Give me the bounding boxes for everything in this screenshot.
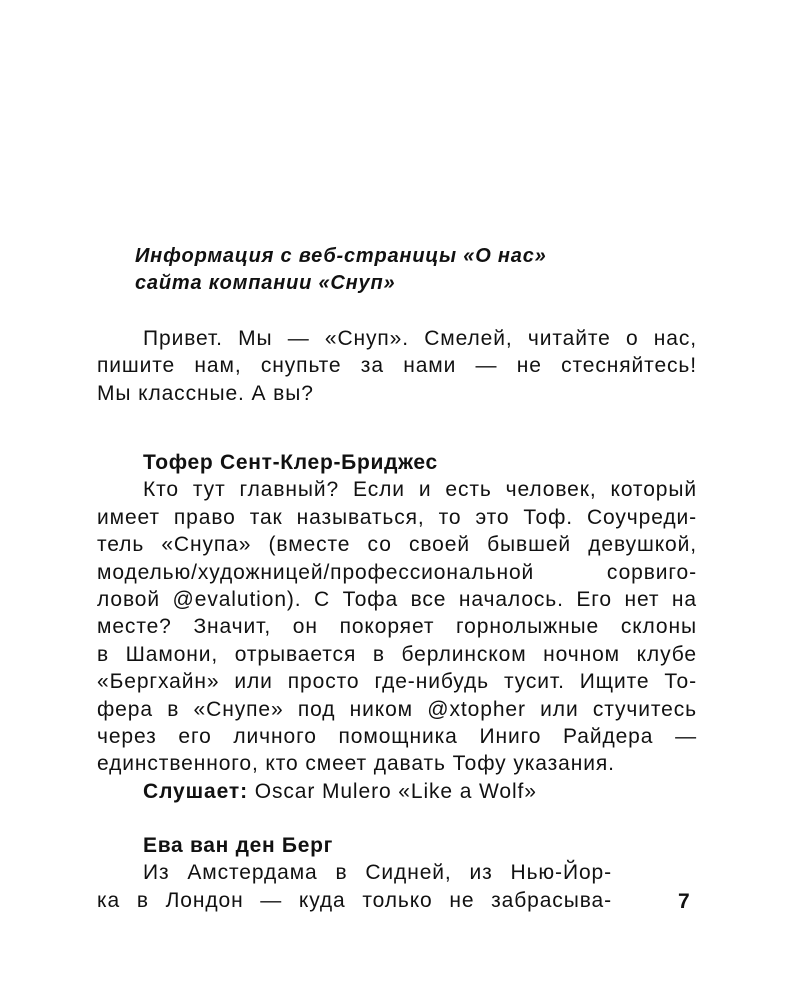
profile-name: Тофер Сент-Клер-Бриджес: [143, 451, 438, 474]
body-line: через его личного помощника Иниго Райдера —: [97, 725, 697, 749]
intro-line: Привет. Мы — «Снуп». Смелей, читайте о нас,: [143, 327, 697, 350]
body-line: моделью/художницей/профессиональной сорвиго-: [97, 560, 697, 584]
body-line: Из Амстердама в Сидней, из Нью-Йор-: [143, 861, 612, 885]
heading-line-2: сайта компании «Снуп»: [135, 272, 396, 294]
intro-line: пишите нам, снупьте за нами — не стесняйтесь!: [97, 354, 697, 378]
body-line: имеет право так называться, то это Тоф. Соучреди-: [97, 505, 697, 529]
listens-line: [97, 778, 697, 805]
page-number: 7: [678, 890, 690, 913]
body-line: «Бергхайн» или просто где-нибудь тусит. Ищите То-: [97, 670, 697, 694]
profile-section-eva: [97, 832, 612, 914]
body-line: единственного, кто смеет давать Тофу указания.: [97, 752, 615, 776]
body-line: фера в «Снупе» под ником @xtopher или стучитесь: [97, 697, 697, 721]
body-line: ка в Лондон — куда только не забрасыва-: [97, 888, 612, 912]
profile-name: Ева ван ден Берг: [143, 834, 334, 857]
listens-value: Oscar Mulero «Like a Wolf»: [247, 779, 537, 803]
body-line: в Шамони, отрывается в берлинском ночном клубе: [97, 642, 697, 666]
body-line: месте? Значит, он покоряет горнолыжные склоны: [97, 615, 697, 639]
body-line: Кто тут главный? Если и есть человек, который: [143, 478, 697, 502]
intro-line: Мы классные. А вы?: [97, 381, 314, 405]
profile-section-tofer: [97, 449, 697, 805]
body-line: ловой @evalution). С Тофа все началось. Его нет на: [97, 588, 697, 612]
listens-label: Слушает:: [143, 779, 248, 803]
body-line: тель «Снупа» (вместе со своей бывшей девушкой,: [97, 533, 697, 557]
intro-paragraph: [97, 325, 697, 407]
heading-line-1: Информация с веб-страницы «О нас»: [135, 245, 547, 267]
section-heading: [135, 243, 695, 297]
